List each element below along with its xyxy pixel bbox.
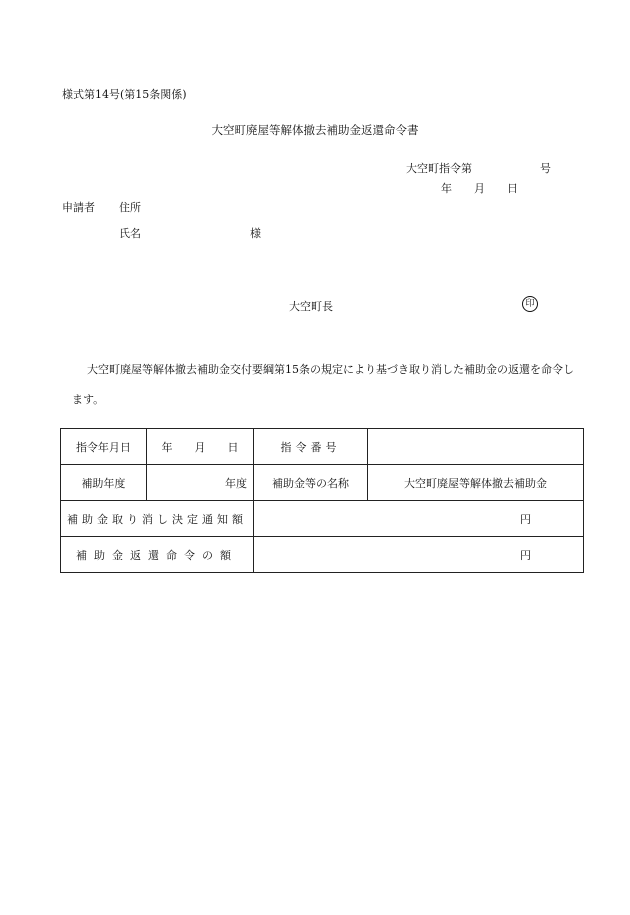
order-number-prefix: 大空町指令第	[406, 162, 472, 175]
date-month: 月	[474, 182, 485, 195]
body-text: 大空町廃屋等解体撤去補助金交付要綱第15条の規定により基づき取り消した補助金の返還を命令します。	[72, 363, 574, 406]
honorific: 様	[250, 227, 261, 240]
order-number-line	[406, 160, 551, 176]
address-label: 住所	[119, 201, 141, 214]
subsidy-name-label: 補助金等の名称	[254, 465, 368, 501]
form-number: 様式第14号(第15条関係)	[62, 88, 187, 101]
table-row	[61, 537, 584, 573]
applicant-label: 申請者	[62, 201, 95, 214]
issuer-title: 大空町長	[289, 300, 333, 313]
seal-icon: 印	[522, 296, 538, 312]
order-date-label: 指令年月日	[61, 429, 147, 465]
subsidy-info-table	[60, 428, 584, 573]
issue-date-line	[441, 180, 518, 196]
order-number-suffix: 号	[540, 162, 551, 175]
fiscal-year-unit: 年度	[146, 465, 253, 501]
table-row	[61, 501, 584, 537]
order-date-day: 日	[227, 440, 239, 454]
order-date-year: 年	[161, 440, 173, 454]
order-number-label: 指令番号	[254, 429, 368, 465]
table-row	[61, 465, 584, 501]
return-amount-label: 補助金返還命令の額	[61, 537, 254, 573]
document-title: 大空町廃屋等解体撤去補助金返還命令書	[211, 123, 419, 137]
subsidy-name-value: 大空町廃屋等解体撤去補助金	[368, 465, 584, 501]
name-label: 氏名	[119, 227, 141, 240]
order-date-month: 月	[194, 440, 206, 454]
cancel-amount-unit: 円	[254, 501, 584, 537]
order-date-value	[146, 429, 253, 465]
date-year: 年	[441, 182, 452, 195]
fiscal-year-label: 補助年度	[61, 465, 147, 501]
return-amount-unit: 円	[254, 537, 584, 573]
order-number-value	[368, 429, 584, 465]
table-row	[61, 429, 584, 465]
date-day: 日	[507, 182, 518, 195]
cancel-amount-label: 補助金取り消し決定通知額	[61, 501, 254, 537]
